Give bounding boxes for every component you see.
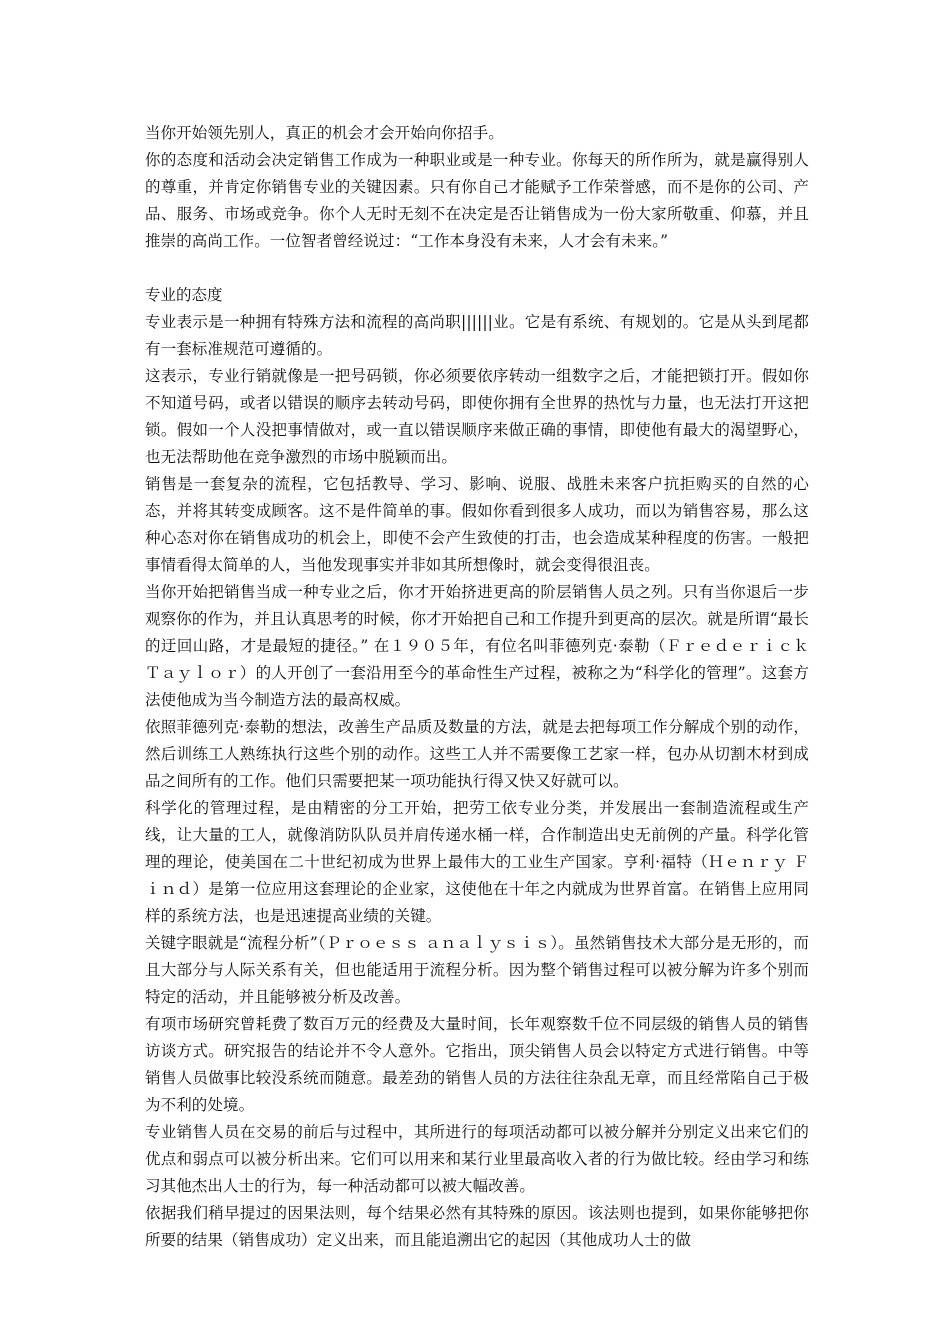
body-paragraph: 科学化的管理过程，是由精密的分工开始，把劳工依专业分类，并发展出一套制造流程或生产线，让大量的工人，就像消防队队员并肩传递水桶一样，合作制造出史无前例的产量。科学化管理的理论，使美国在二十世纪初成为世界上最伟大的工业生产国家。亨利·福特（Ｈｅｎｒｙ Ｆｉｎｄ）是第一位应用这套理论的企业家，这使他在十年之内就成为世界首富。在销售上应用同样的系统方法，也是迅速提高业绩的关键。 [145,799,809,925]
intro-paragraph-1: 当你开始领先别人，真正的机会才会开始向你招手。 [145,124,504,142]
intro-paragraph-2: 你的态度和活动会决定销售工作成为一种职业或是一种专业。你每天的所作所为，就是赢得别人的尊重，并肯定你销售专业的关键因素。只有你自己才能赋予工作荣誉感，而不是你的公司、产品、服务、市场或竞争。你个人无时无刻不在决定是否让销售成为一份大家所敬重、仰慕，并且推崇的高尚工作。一位智者曾经说过：“工作本身没有未来，人才会有未来。” [145,151,809,250]
body-paragraph: 专业表示是一种拥有特殊方法和流程的高尚职||||||业。它是有系统、有规划的。它是从头到尾都有一套标准规范可遵循的。 [145,313,809,358]
blank-line [145,255,809,282]
body-paragraph: 销售是一套复杂的流程，它包括教导、学习、影响、说服、战胜未来客户抗拒购买的自然的心态，并将其转变成顾客。这不是件简单的事。假如你看到很多人成功，而以为销售容易，那么这种心态对你在销售成功的机会上，即使不会产生致使的打击，也会造成某种程度的伤害。一般把事情看得太简单的人，当他发现事实并非如其所想像时，就会变得很沮丧。 [145,475,809,574]
body-paragraph: 专业销售人员在交易的前后与过程中，其所进行的每项活动都可以被分解并分别定义出来它们的优点和弱点可以被分析出来。它们可以用来和某行业里最高收入者的行为做比较。经由学习和练习其他杰出人士的行为，每一种活动都可以被大幅改善。 [145,1123,809,1195]
body-paragraph: 有项市场研究曾耗费了数百万元的经费及大量时间，长年观察数千位不同层级的销售人员的销售访谈方式。研究报告的结论并不令人意外。它指出，顶尖销售人员会以特定方式进行销售。中等销售人员做事比较没系统而随意。最差劲的销售人员的方法往往杂乱无章，而且经常陷自己于极为不利的处境。 [145,1015,809,1114]
document-page [145,120,809,1254]
body-paragraph: 当你开始把销售当成一种专业之后，你才开始挤进更高的阶层销售人员之列。只有当你退后一步观察你的作为，并且认真思考的时候，你才开始把自己和工作提升到更高的层次。就是所谓“最长的迂回山路，才是最短的捷径。” 在１９０５年，有位名叫菲德列克·泰勒（Ｆｒｅｄｅｒｉｃｋ Ｔａｙｌｏｒ）的人开创了一套沿用至今的革命性生产过程，被称之为“科学化的管理”。这套方法使他成为当今制造方法的最高权威。 [145,583,809,709]
section-heading: 专业的态度 [145,286,223,304]
body-paragraph: 这表示，专业行销就像是一把号码锁，你必须要依序转动一组数字之后，才能把锁打开。假如你不知道号码，或者以错误的顺序去转动号码，即使你拥有全世界的热忱与力量，也无法打开这把锁。假如一个人没把事情做对，或一直以错误顺序来做正确的事情，即使他有最大的渴望野心，也无法帮助他在竞争激烈的市场中脱颖而出。 [145,367,809,466]
body-paragraph: 依据我们稍早提过的因果法则，每个结果必然有其特殊的原因。该法则也提到，如果你能够把你所要的结果（销售成功）定义出来，而且能追溯出它的起因（其他成功人士的做 [145,1204,809,1249]
body-paragraph: 关键字眼就是“流程分析”（Ｐｒｏｅｓｓ ａｎａｌｙｓｉｓ）。虽然销售技术大部分是无形的，而且大部分与人际关系有关，但也能适用于流程分析。因为整个销售过程可以被分解为许多个别而特定的活动，并且能够被分析及改善。 [145,934,809,1006]
body-paragraph: 依照菲德列克·泰勒的想法，改善生产品质及数量的方法，就是去把每项工作分解成个别的动作，然后训练工人熟练执行这些个别的动作。这些工人并不需要像工艺家一样，包办从切割木材到成品之间所有的工作。他们只需要把某一项功能执行得又快又好就可以。 [145,718,809,790]
